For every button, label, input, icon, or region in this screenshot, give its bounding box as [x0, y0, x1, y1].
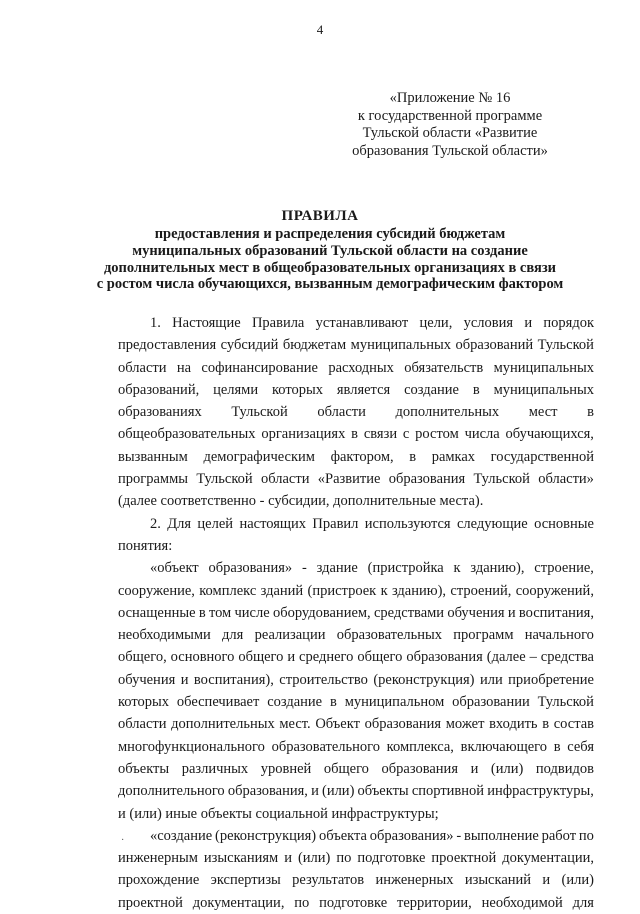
body-word: сооружений, — [515, 582, 594, 599]
body-line — [118, 580, 594, 602]
body-word: государственной — [490, 448, 594, 465]
body-word: по — [578, 827, 594, 844]
scan-speck: · — [121, 835, 125, 846]
body-word: программ — [453, 627, 514, 644]
body-word: проектной — [118, 894, 183, 911]
body-word: образования — [406, 649, 483, 666]
body-word: является — [336, 381, 391, 398]
body-word: входить — [489, 716, 538, 733]
body-line — [118, 736, 594, 758]
body-line — [118, 803, 594, 825]
body-word: «объект — [150, 560, 199, 577]
body-word: строение, — [534, 560, 594, 577]
body-word: результатов — [292, 872, 365, 889]
body-word: средствами — [373, 604, 445, 621]
body-word: (далее — [486, 649, 526, 666]
body-word: в — [472, 381, 480, 398]
appendix-line: образования Тульской области» — [352, 142, 548, 159]
body-line — [118, 357, 594, 379]
body-word: Настоящие — [172, 315, 241, 331]
body-word: различных — [181, 760, 249, 777]
body-line — [118, 490, 594, 512]
body-word: числа — [464, 426, 500, 443]
body-line — [118, 379, 594, 401]
body-word: порядок — [543, 315, 594, 331]
body-word: предоставления — [118, 337, 217, 354]
body-word: образования — [381, 760, 458, 777]
body-word: к — [453, 560, 461, 577]
body-word: - — [301, 560, 307, 577]
body-word: вызванным — [118, 448, 188, 465]
body-word: программы — [118, 471, 188, 488]
body-word: в — [329, 694, 337, 711]
body-word: (или) — [561, 872, 594, 889]
body-word: выполнение — [464, 827, 539, 844]
body-word: объекта — [318, 827, 367, 844]
body-word: и — [524, 315, 533, 331]
document-title: ПРАВИЛА — [281, 208, 359, 224]
body-word: области — [118, 716, 167, 733]
body-word: воспитания, — [518, 604, 594, 621]
body-word: (или) — [321, 783, 355, 800]
body-line — [118, 892, 594, 914]
body-word: создание — [404, 381, 459, 398]
body-word: спортивной — [411, 783, 485, 800]
body-word: Правила — [251, 315, 305, 331]
body-word: сооружение, — [118, 582, 195, 599]
body-line — [118, 513, 594, 535]
body-word: муниципальных — [350, 337, 452, 354]
body-line — [118, 535, 594, 557]
body-word: фактором, — [330, 448, 394, 465]
body-word: воспитания), — [193, 671, 274, 688]
body-word: изысканиям — [203, 850, 279, 867]
body-line — [118, 423, 594, 445]
body-word: которых — [118, 694, 170, 711]
body-word: в — [409, 448, 417, 465]
body-word: зданию), — [391, 582, 447, 599]
body-line — [118, 401, 594, 423]
body-word: Объект — [315, 716, 360, 733]
body-word: подвидов — [535, 760, 594, 777]
body-word: Тульской — [537, 337, 594, 354]
body-line — [118, 669, 594, 691]
body-word: и — [542, 872, 551, 889]
body-word: – — [529, 649, 537, 666]
body-word: документации, — [502, 850, 594, 867]
body-word: обучения — [447, 604, 505, 621]
body-line — [118, 446, 594, 468]
body-word: строений, — [450, 582, 512, 599]
body-text — [118, 312, 594, 914]
body-word: документации, — [192, 894, 285, 911]
body-word: (пристроек — [307, 582, 377, 599]
body-word: обучения — [118, 671, 176, 688]
body-word: области — [260, 471, 310, 488]
body-word: комплекса, — [386, 738, 454, 755]
body-word: проектной — [431, 850, 497, 867]
body-line — [118, 624, 594, 646]
appendix-line: к государственной программе — [357, 107, 543, 124]
body-line — [118, 312, 594, 334]
body-word: муниципальных — [493, 359, 594, 376]
body-word: настоящих — [239, 515, 307, 532]
body-word: себя — [567, 738, 594, 755]
body-word: основного — [170, 649, 235, 666]
body-word: «создание — [150, 827, 213, 844]
body-word: образовании — [452, 694, 530, 711]
body-word: в — [553, 738, 561, 755]
body-word: основные — [534, 515, 594, 532]
body-word: для — [572, 894, 594, 911]
body-word: экспертизы — [210, 872, 281, 889]
appendix-header — [330, 90, 570, 160]
body-word: области» — [538, 471, 594, 488]
body-word: общеобразовательных — [118, 426, 256, 443]
body-word: Правил — [312, 515, 359, 532]
body-word: и — [284, 850, 292, 867]
body-word: и — [470, 760, 479, 777]
body-word: образовательного — [271, 738, 380, 755]
body-word: мест — [528, 404, 558, 421]
body-word: включающего — [460, 738, 548, 755]
body-word: зданий — [260, 582, 304, 599]
body-word: реализации — [254, 627, 326, 644]
body-word: муниципальных — [493, 381, 594, 398]
body-word: начального — [524, 627, 594, 644]
appendix-line: Тульской области «Развитие — [362, 125, 538, 141]
body-word: Тульской — [196, 471, 253, 488]
body-word: прохождение — [118, 872, 200, 889]
body-word: может — [445, 716, 485, 733]
body-word: в — [587, 404, 594, 421]
body-word: 2. — [150, 515, 161, 532]
body-word: и — [311, 783, 319, 800]
body-line-text: понятия: — [118, 537, 173, 554]
body-word: Тульской — [473, 471, 530, 488]
body-word: в — [351, 426, 359, 443]
page-number: 4 — [316, 22, 324, 37]
body-word: и — [287, 649, 296, 666]
subtitle-line: с ростом числа обучающихся, вызванным демографическим фактором — [96, 276, 564, 293]
body-word: по — [294, 894, 310, 911]
body-line-text: (далее соответственно - субсидии, дополнительные места). — [118, 493, 484, 510]
body-word: для — [222, 627, 244, 644]
body-word: общего — [357, 649, 403, 666]
body-word: (реконструкция) — [373, 671, 475, 688]
body-word: демографическим — [203, 448, 315, 465]
body-word: территории, — [396, 894, 472, 911]
body-word: образования» — [208, 560, 293, 577]
body-word: образования» — [369, 827, 454, 844]
subtitle-line: предоставления и распределения субсидий бюджетам — [154, 226, 506, 242]
body-word: (реконструкция) — [214, 827, 317, 844]
body-word: образований — [455, 337, 534, 354]
body-word: объекты — [118, 760, 170, 777]
body-word: обучающихся, — [505, 426, 594, 443]
body-word: общего — [238, 649, 284, 666]
body-word: приобретение — [508, 671, 594, 688]
body-word: 1. — [150, 315, 161, 331]
body-word: среднего — [299, 649, 354, 666]
body-word: том — [208, 604, 232, 621]
body-word: ростом — [415, 426, 459, 443]
body-word: к — [380, 582, 388, 599]
body-line — [118, 713, 594, 735]
body-word: оборудованием, — [272, 604, 371, 621]
body-word: софинансирование — [201, 359, 318, 376]
subtitle-line: муниципальных образований Тульской области на создание — [132, 242, 528, 259]
body-line — [118, 758, 594, 780]
body-word: инфраструктуры, — [487, 783, 594, 800]
body-word: - — [456, 827, 462, 844]
body-line — [118, 602, 594, 624]
body-word: изысканий — [464, 872, 532, 889]
body-word: муниципальном — [344, 694, 445, 711]
body-word: устанавливают — [315, 315, 409, 331]
body-word: комплекс — [199, 582, 257, 599]
body-word: целями — [213, 381, 259, 398]
body-word: (или) — [297, 850, 331, 867]
body-word: в — [542, 716, 550, 733]
body-word: и — [180, 671, 189, 688]
body-line — [118, 468, 594, 490]
document-subtitle — [60, 226, 600, 293]
body-word: оснащенные — [118, 604, 196, 621]
body-word: следующие — [456, 515, 528, 532]
body-word: рамках — [431, 448, 476, 465]
body-line — [118, 334, 594, 356]
body-word: дополнительных — [171, 716, 275, 733]
body-word: здание — [316, 560, 358, 577]
subtitle-line: дополнительных мест в общеобразовательных организациях в связи — [103, 259, 557, 276]
body-line — [118, 646, 594, 668]
body-word: субсидий — [220, 337, 279, 354]
body-word: области — [118, 359, 167, 376]
body-word: которых — [272, 381, 324, 398]
body-word: инженерным — [118, 850, 198, 867]
body-word: организациях — [261, 426, 346, 443]
body-word: дополнительного — [118, 783, 225, 800]
body-line — [118, 780, 594, 802]
body-word: «Развитие — [317, 471, 381, 488]
body-word: образования — [364, 716, 442, 733]
body-word: подготовке — [357, 850, 426, 867]
body-word: Тульской — [231, 404, 288, 421]
body-line — [118, 557, 594, 579]
body-line — [118, 691, 594, 713]
body-word: необходимыми — [118, 627, 211, 644]
body-word: мест. — [279, 716, 311, 733]
body-word: зданию), — [470, 560, 525, 577]
body-word: общего, — [118, 649, 167, 666]
body-word: работ — [541, 827, 577, 844]
body-word: многофункционального — [118, 738, 265, 755]
body-word: образования — [388, 471, 466, 488]
body-word: условия — [463, 315, 514, 331]
body-line — [118, 847, 594, 869]
body-word: Тульской — [537, 694, 594, 711]
body-word: области — [317, 404, 366, 421]
appendix-line: «Приложение № 16 — [389, 90, 511, 106]
body-word: объекты — [357, 783, 409, 800]
body-word: числе — [234, 604, 270, 621]
body-word: состав — [553, 716, 594, 733]
body-word: создание — [267, 694, 323, 711]
body-word: обязательств — [404, 359, 484, 376]
body-word: средства — [540, 649, 594, 666]
body-word: строительство — [279, 671, 368, 688]
body-line — [118, 825, 594, 847]
body-word: на — [176, 359, 192, 376]
body-word: используются — [364, 515, 451, 532]
body-word: уровней — [260, 760, 312, 777]
body-word: бюджетам — [282, 337, 347, 354]
body-word: и — [507, 604, 516, 621]
body-word: с — [402, 426, 410, 443]
body-word: необходимой — [481, 894, 563, 911]
body-word: образований, — [118, 381, 200, 398]
body-word: целей — [197, 515, 234, 532]
body-word: образовательных — [336, 627, 443, 644]
body-word: связи — [363, 426, 398, 443]
body-word: или — [479, 671, 503, 688]
body-word: дополнительных — [395, 404, 500, 421]
body-word: подготовке — [319, 894, 388, 911]
body-word: по — [336, 850, 352, 867]
body-word: расходных — [328, 359, 394, 376]
body-word: общего — [323, 760, 369, 777]
body-word: (или) — [490, 760, 524, 777]
body-line-text: и (или) иные объекты социальной инфраструктуры; — [118, 805, 439, 822]
body-word: Для — [167, 515, 192, 532]
body-word: в — [198, 604, 206, 621]
body-word: цели, — [419, 315, 453, 331]
body-word: образования, — [227, 783, 308, 800]
body-word: обеспечивает — [176, 694, 260, 711]
body-line — [118, 869, 594, 891]
body-word: инженерных — [375, 872, 454, 889]
body-word: образованиях — [118, 404, 202, 421]
body-word: (пристройка — [367, 560, 444, 577]
